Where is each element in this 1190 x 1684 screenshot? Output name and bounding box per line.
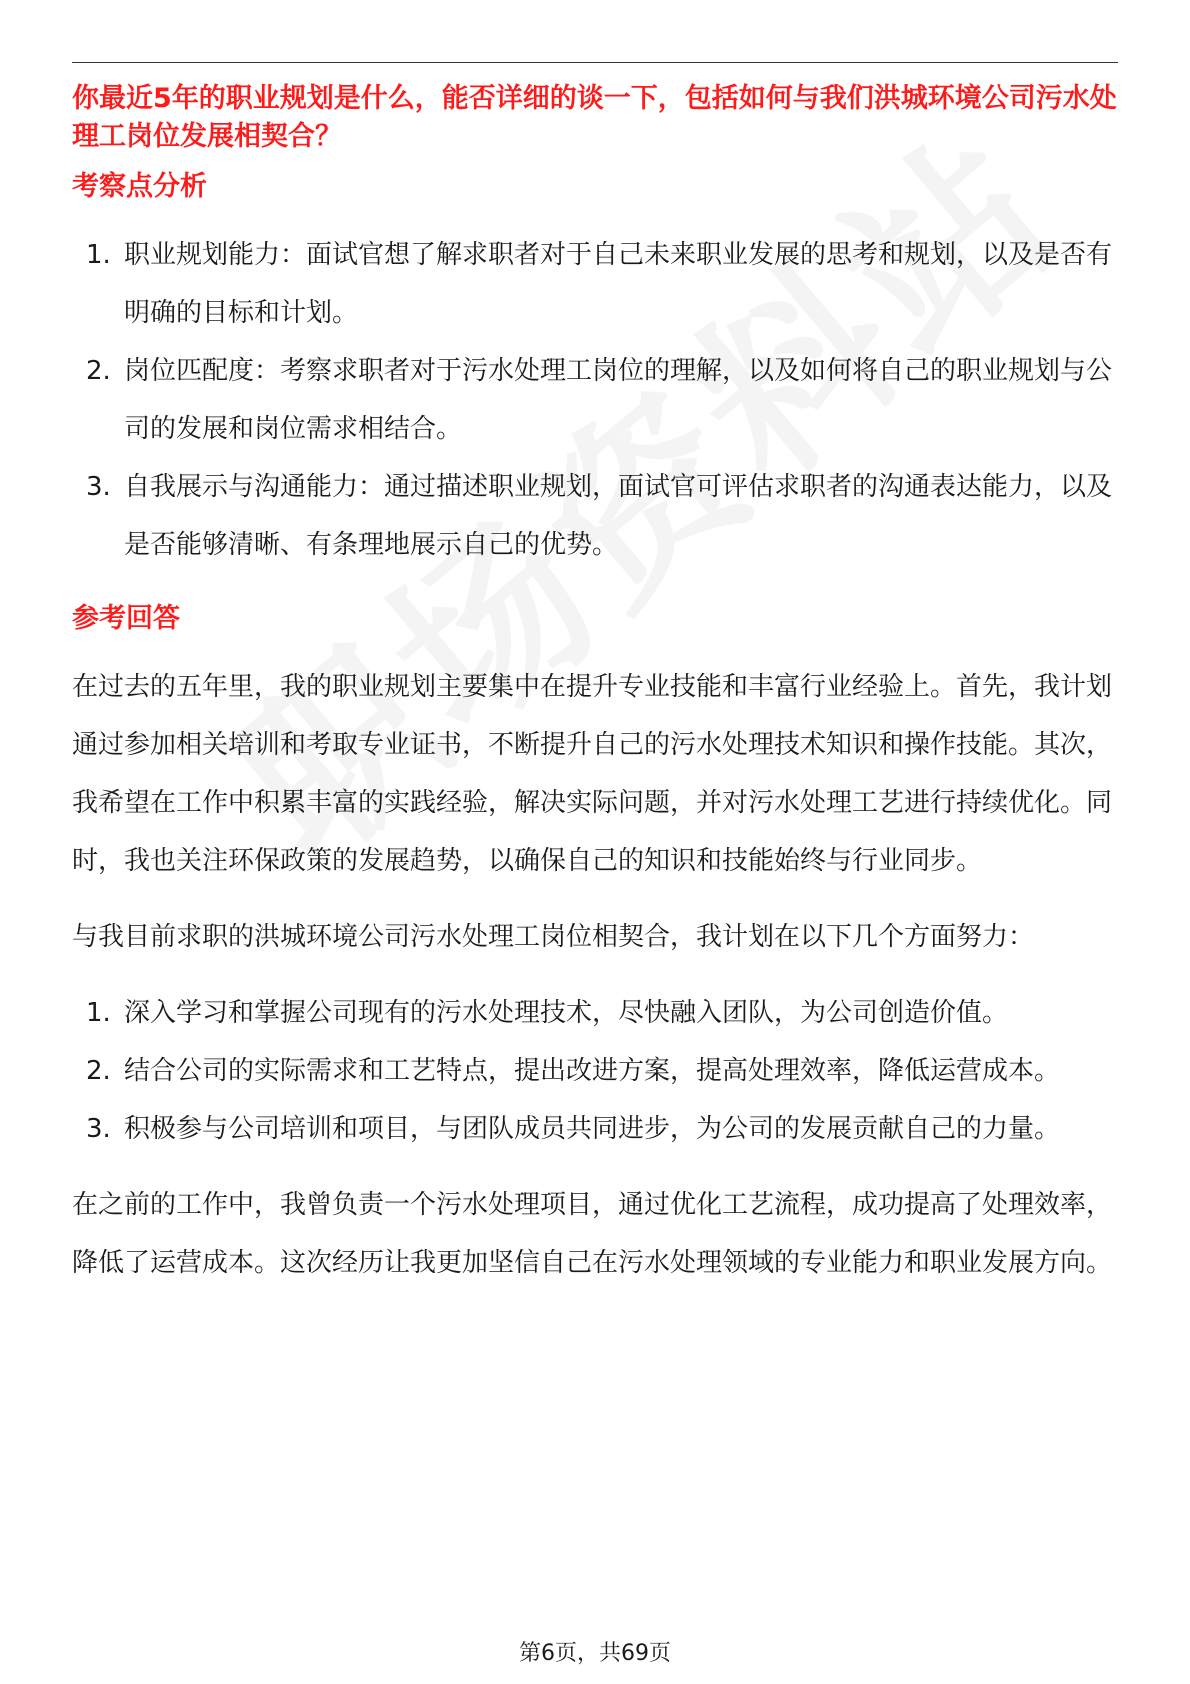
list-item (72, 342, 1118, 458)
list-text: 深入学习和掌握公司现有的污水处理技术，尽快融入团队，为公司创造价值。 (124, 998, 1009, 1028)
page-content (72, 80, 1118, 1292)
list-text: 结合公司的实际需求和工艺特点，提出改进方案，提高处理效率，降低运营成本。 (124, 1056, 1061, 1086)
answer-paragraph-1: 在过去的五年里，我的职业规划主要集中在提升专业技能和丰富行业经验上。首先，我计划通过参加相关培训和考取专业证书，不断提升自己的污水处理技术知识和操作技能。其次，我希望在工作中积累丰富的实践经验，解决实际问题，并对污水处理工艺进行持续优化。同时，我也关注环保政策的发展趋势，以确保自己的知识和技能始终与行业同步。 (72, 672, 1113, 876)
top-rule (72, 62, 1118, 63)
list-number: 2. (86, 1056, 111, 1086)
analysis-list (72, 226, 1118, 574)
analysis-heading: 考察点分析 (72, 171, 207, 202)
list-text: 积极参与公司培训和项目，与团队成员共同进步，为公司的发展贡献自己的力量。 (124, 1114, 1061, 1144)
list-number: 1. (86, 240, 111, 270)
page-number: 第6页，共69页 (519, 1641, 671, 1666)
list-item (72, 226, 1118, 342)
list-text: 职业规划能力：面试官想了解求职者对于自己未来职业发展的思考和规划，以及是否有明确的目标和计划。 (124, 240, 1113, 328)
answer-list (72, 984, 1118, 1158)
answer-heading: 参考回答 (72, 603, 180, 634)
list-text: 岗位匹配度：考察求职者对于污水处理工岗位的理解，以及如何将自己的职业规划与公司的发展和岗位需求相结合。 (124, 356, 1113, 444)
list-number: 1. (86, 998, 111, 1028)
list-item (72, 1042, 1118, 1100)
list-text: 自我展示与沟通能力：通过描述职业规划，面试官可评估求职者的沟通表达能力，以及是否能够清晰、有条理地展示自己的优势。 (124, 472, 1113, 560)
list-item (72, 1100, 1118, 1158)
list-number: 3. (86, 472, 111, 502)
list-number: 2. (86, 356, 111, 386)
answer-paragraph-2: 与我目前求职的洪城环境公司污水处理工岗位相契合，我计划在以下几个方面努力： (72, 922, 1035, 952)
answer-paragraph-3: 在之前的工作中，我曾负责一个污水处理项目，通过优化工艺流程，成功提高了处理效率，降低了运营成本。这次经历让我更加坚信自己在污水处理领域的专业能力和职业发展方向。 (72, 1190, 1113, 1278)
list-item (72, 458, 1118, 574)
list-item (72, 984, 1118, 1042)
list-number: 3. (86, 1114, 111, 1144)
question-title: 你最近5年的职业规划是什么，能否详细的谈一下，包括如何与我们洪城环境公司污水处理工岗位发展相契合？ (72, 83, 1117, 152)
